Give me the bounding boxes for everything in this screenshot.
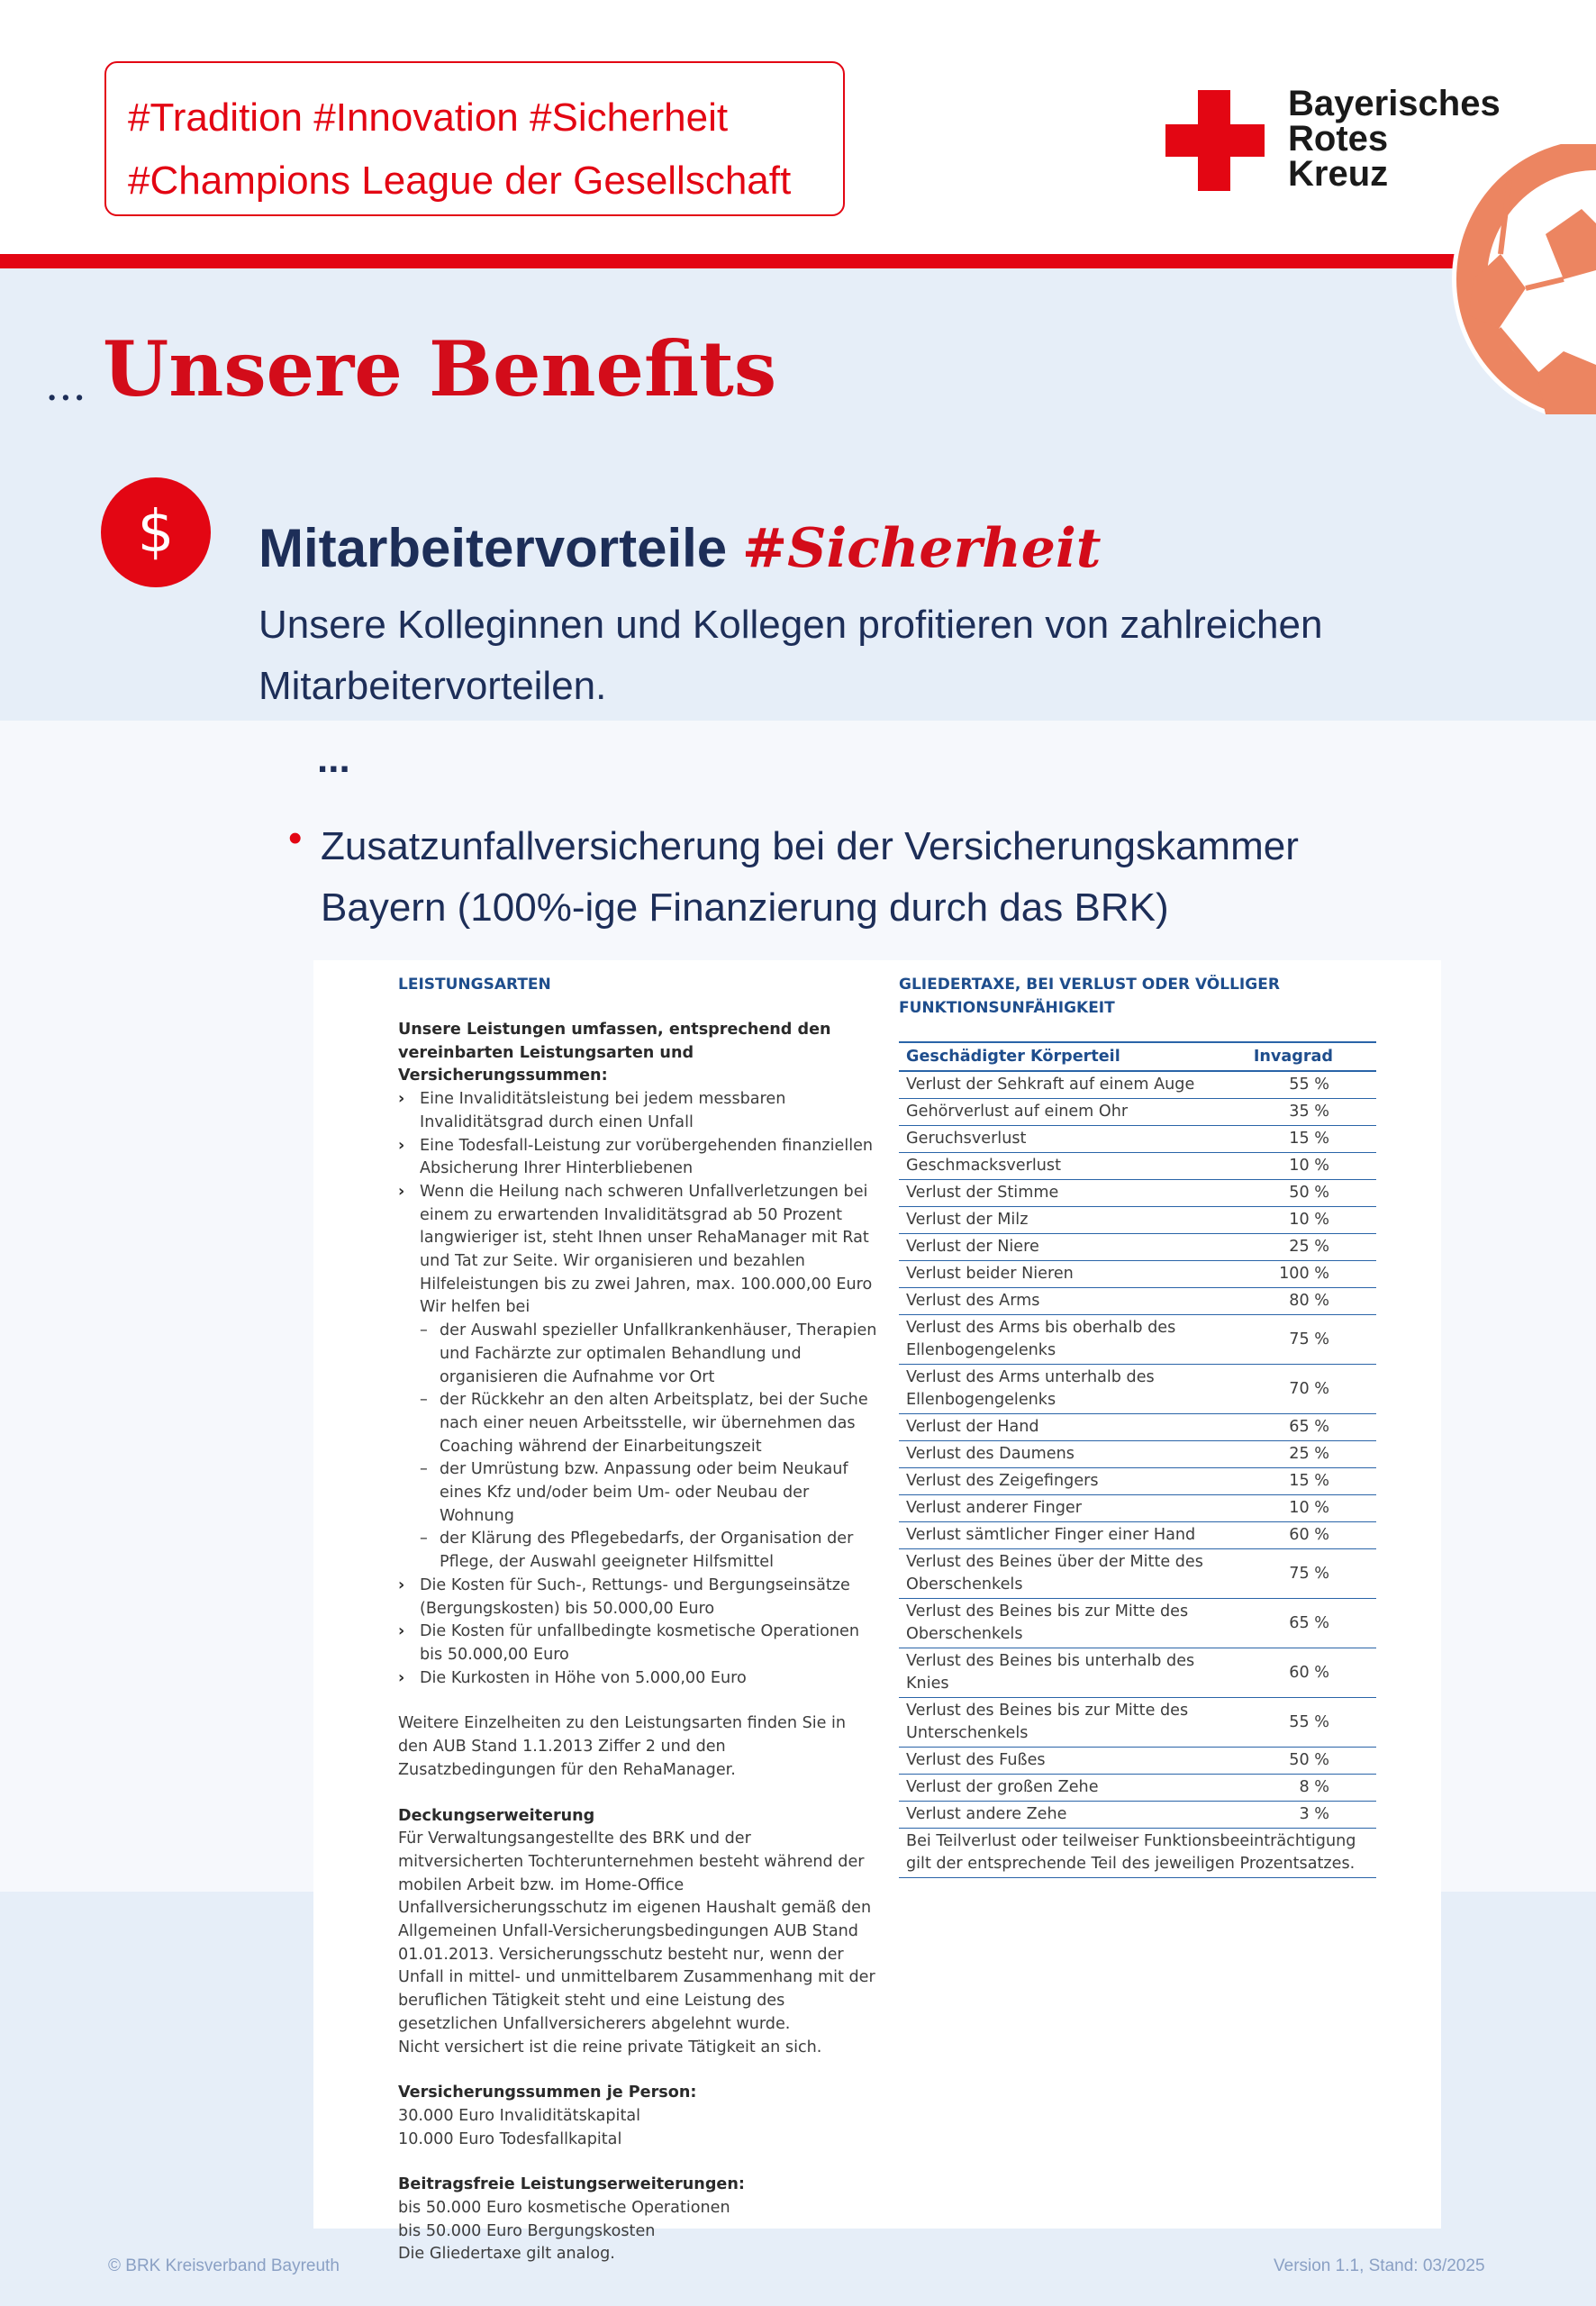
invagrad-cell: 60 % <box>1214 1522 1376 1549</box>
further-details: Weitere Einzelheiten zu den Leistungsarten finden Sie in den AUB Stand 1.1.2013 Ziffer 2 und den Zusatzbedingungen für den RehaManager. <box>398 1714 847 1779</box>
beitrag-line: Die Gliedertaxe gilt analog. <box>398 2245 615 2264</box>
invagrad-cell: 10 % <box>1214 1207 1376 1234</box>
invagrad-cell: 25 % <box>1214 1234 1376 1261</box>
body-part-cell: Verlust der Niere <box>899 1234 1214 1261</box>
intro-bold: Unsere Leistungen umfassen, entsprechend den vereinbarten Leistungsarten und Versicherungssummen: <box>398 1021 831 1085</box>
body-part-cell: Gehörverlust auf einem Ohr <box>899 1099 1214 1126</box>
column-header-part: Geschädigter Körperteil <box>899 1042 1214 1071</box>
invagrad-cell: 8 % <box>1214 1775 1376 1802</box>
insurance-document <box>313 960 1441 2264</box>
table-row <box>899 1315 1376 1365</box>
bullet-text: Zusatzunfallversicherung bei der Versicherungskammer Bayern (100%-ige Finanzierung durch das BRK) <box>321 824 1299 930</box>
hashtag-line-2: #Champions League der Gesellschaft <box>128 159 792 203</box>
table-row <box>899 1468 1376 1495</box>
invagrad-cell: 100 % <box>1214 1261 1376 1288</box>
invagrad-cell: 55 % <box>1214 1071 1376 1099</box>
list-item: › Eine Todesfall-Leistung zur vorübergehenden finanziellen Absicherung Ihrer Hinterbliebenen <box>398 1136 874 1178</box>
football-icon <box>1428 144 1596 414</box>
table-note: Bei Teilverlust oder teilweiser Funktionsbeeinträchtigung gilt der entsprechende Teil des jeweiligen Prozentsatzes. <box>899 1829 1376 1878</box>
list-item: › Wenn die Heilung nach schweren Unfallverletzungen bei einem zu erwartenden Invaliditätsgrad ab 50 Prozent langwieriger ist, steht Ihnen unser RehaManager mit Rat und Tat zur Seite. Wir organisieren und bezahlen Hilfeleistungen bis zu zwei Jahren, max. 100.000,00 Euro <box>398 1182 873 1294</box>
table-row <box>899 1365 1376 1414</box>
invagrad-cell: 65 % <box>1214 1414 1376 1441</box>
red-cross-icon-bar <box>1165 124 1265 157</box>
table-row <box>899 1441 1376 1468</box>
bullet-icon: • <box>288 816 303 860</box>
dollar-icon: $ <box>101 477 211 587</box>
body-part-cell: Verlust der Hand <box>899 1414 1214 1441</box>
sub-list-item: – der Umrüstung bzw. Anpassung oder beim Neukauf eines Kfz und/oder beim Um- oder Neubau der Wohnung <box>420 1460 848 1525</box>
heading-text: Mitarbeitervorteile <box>258 518 728 578</box>
body-part-cell: Verlust der großen Zehe <box>899 1775 1214 1802</box>
invagrad-cell: 25 % <box>1214 1441 1376 1468</box>
deckung-text: Für Verwaltungsangestellte des BRK und der mitversicherten Tochterunternehmen besteht während der mobilen Arbeit bzw. im Home-Office Unfallversicherungsschutz im eigenen Haushalt gemäß den Allgemeinen Unfall-Versicherungsbedingungen AUB Stand 01.01.2013. Versicherungsschutz besteht nur, wenn der Unfall in mittel- und unmittelbarem Zusammenhang mit der beruflichen Tätigkeit steht und eine Leistung des gesetzlichen Unfallversicherers abgelehnt wurde. <box>398 1829 875 2033</box>
page-title: Unsere Benefits <box>103 324 777 413</box>
logo-line-3: Kreuz <box>1288 154 1389 194</box>
footer-copyright: © BRK Kreisverband Bayreuth <box>108 2256 340 2275</box>
body-part-cell: Verlust anderer Finger <box>899 1495 1214 1522</box>
table-row <box>899 1071 1376 1099</box>
table-row <box>899 1648 1376 1698</box>
body-part-cell: Verlust des Beines bis zur Mitte des Unterschenkels <box>899 1698 1214 1748</box>
logo-line-1: Bayerisches <box>1288 84 1501 123</box>
invagrad-cell: 55 % <box>1214 1698 1376 1748</box>
body-part-cell: Verlust des Arms unterhalb des Ellenbogengelenks <box>899 1365 1214 1414</box>
table-row <box>899 1207 1376 1234</box>
invagrad-cell: 3 % <box>1214 1802 1376 1829</box>
section-heading <box>258 517 1102 580</box>
table-row <box>899 1748 1376 1775</box>
body-part-cell: Verlust des Arms <box>899 1288 1214 1315</box>
invagrad-cell: 15 % <box>1214 1468 1376 1495</box>
beitrag-title: Beitragsfreie Leistungserweiterungen: <box>398 2175 745 2194</box>
body-part-cell: Verlust des Arms bis oberhalb des Ellenbogengelenks <box>899 1315 1214 1365</box>
intro-text: Unsere Kolleginnen und Kollegen profitieren von zahlreichen Mitarbeitervorteilen. <box>258 603 1323 708</box>
sub-list-item: – der Rückkehr an den alten Arbeitsplatz, bei der Suche nach einer neuen Arbeitsstelle, wir übernehmen das Coaching während der Einarbeitungszeit <box>420 1391 868 1456</box>
body-part-cell: Verlust des Fußes <box>899 1748 1214 1775</box>
list-item: › Eine Invaliditätsleistung bei jedem messbaren Invaliditätsgrad durch einen Unfall <box>398 1090 786 1131</box>
invagrad-cell: 80 % <box>1214 1288 1376 1315</box>
footer-version: Version 1.1, Stand: 03/2025 <box>1274 2256 1485 2275</box>
table-body <box>899 1071 1376 1829</box>
gliedertaxe-column <box>899 973 1376 1878</box>
hashtag-line-1: #Tradition #Innovation #Sicherheit <box>128 95 729 140</box>
body-part-cell: Verlust sämtlicher Finger einer Hand <box>899 1522 1214 1549</box>
table-row <box>899 1775 1376 1802</box>
invagrad-cell: 75 % <box>1214 1549 1376 1599</box>
list-ellipsis: ... <box>317 737 350 781</box>
gliedertaxe-table <box>899 1041 1376 1829</box>
invagrad-cell: 35 % <box>1214 1099 1376 1126</box>
body-part-cell: Verlust andere Zehe <box>899 1802 1214 1829</box>
list-item: › Die Kosten für Such-, Rettungs- und Bergungseinsätze (Bergungskosten) bis 50.000,00 Euro <box>398 1575 850 1618</box>
table-row <box>899 1099 1376 1126</box>
deckung-title: Deckungserweiterung <box>398 1806 595 1825</box>
body-part-cell: Verlust des Beines bis unterhalb des Knies <box>899 1648 1214 1698</box>
table-row <box>899 1802 1376 1829</box>
body-part-cell: Verlust des Zeigefingers <box>899 1468 1214 1495</box>
body-part-cell: Geruchsverlust <box>899 1126 1214 1153</box>
deckung-note: Nicht versichert ist die reine private Tätigkeit an sich. <box>398 2038 822 2056</box>
invagrad-cell: 65 % <box>1214 1599 1376 1648</box>
table-row <box>899 1234 1376 1261</box>
column-header-grade: Invagrad <box>1214 1042 1376 1071</box>
beitrag-line: bis 50.000 Euro Bergungskosten <box>398 2221 656 2240</box>
table-row <box>899 1522 1376 1549</box>
summen-line: 30.000 Euro Invaliditätskapital <box>398 2106 641 2125</box>
body-part-cell: Verlust des Beines über der Mitte des Oberschenkels <box>899 1549 1214 1599</box>
invagrad-cell: 15 % <box>1214 1126 1376 1153</box>
table-row <box>899 1698 1376 1748</box>
table-row <box>899 1153 1376 1180</box>
body-part-cell: Verlust der Stimme <box>899 1180 1214 1207</box>
invagrad-cell: 50 % <box>1214 1180 1376 1207</box>
invagrad-cell: 50 % <box>1214 1748 1376 1775</box>
right-section-title: GLIEDERTAXE, BEI VERLUST ODER VÖLLIGER FUNKTIONSUNFÄHIGKEIT <box>899 976 1280 1017</box>
help-intro: Wir helfen bei <box>420 1298 530 1317</box>
invagrad-cell: 70 % <box>1214 1365 1376 1414</box>
summen-line: 10.000 Euro Todesfallkapital <box>398 2129 622 2148</box>
body-part-cell: Verlust der Milz <box>899 1207 1214 1234</box>
list-item: › Die Kosten für unfallbedingte kosmetische Operationen bis 50.000,00 Euro <box>398 1622 859 1664</box>
hashtag-box <box>104 61 845 216</box>
table-row <box>899 1549 1376 1599</box>
body-part-cell: Geschmacksverlust <box>899 1153 1214 1180</box>
body-part-cell: Verlust beider Nieren <box>899 1261 1214 1288</box>
benefits-column <box>398 973 879 2266</box>
heading-accent: #Sicherheit <box>741 517 1102 580</box>
sub-list-item: – der Klärung des Pflegebedarfs, der Organisation der Pflege, der Auswahl geeigneter Hilfsmittel <box>420 1530 854 1572</box>
header-divider <box>0 254 1596 268</box>
table-row <box>899 1599 1376 1648</box>
left-section-title: LEISTUNGSARTEN <box>398 976 551 994</box>
logo-line-2: Rotes <box>1288 119 1389 159</box>
summen-title: Versicherungssummen je Person: <box>398 2084 697 2102</box>
table-row <box>899 1126 1376 1153</box>
invagrad-cell: 60 % <box>1214 1648 1376 1698</box>
table-header-row <box>899 1042 1376 1071</box>
body-part-cell: Verlust der Sehkraft auf einem Auge <box>899 1071 1214 1099</box>
body-part-cell: Verlust des Daumens <box>899 1441 1214 1468</box>
list-item: › Die Kurkosten in Höhe von 5.000,00 Euro <box>398 1668 747 1687</box>
table-row <box>899 1414 1376 1441</box>
body-part-cell: Verlust des Beines bis zur Mitte des Oberschenkels <box>899 1599 1214 1648</box>
invagrad-cell: 75 % <box>1214 1315 1376 1365</box>
table-row <box>899 1288 1376 1315</box>
table-row <box>899 1261 1376 1288</box>
invagrad-cell: 10 % <box>1214 1495 1376 1522</box>
invagrad-cell: 10 % <box>1214 1153 1376 1180</box>
title-prefix: ... <box>45 360 86 411</box>
beitrag-line: bis 50.000 Euro kosmetische Operationen <box>398 2199 730 2218</box>
table-row <box>899 1180 1376 1207</box>
sub-list-item: – der Auswahl spezieller Unfallkrankenhäuser, Therapien und Fachärzte zur optimalen Behandlung und organisieren die Aufnahme vor Ort <box>420 1321 877 1386</box>
table-row <box>899 1495 1376 1522</box>
